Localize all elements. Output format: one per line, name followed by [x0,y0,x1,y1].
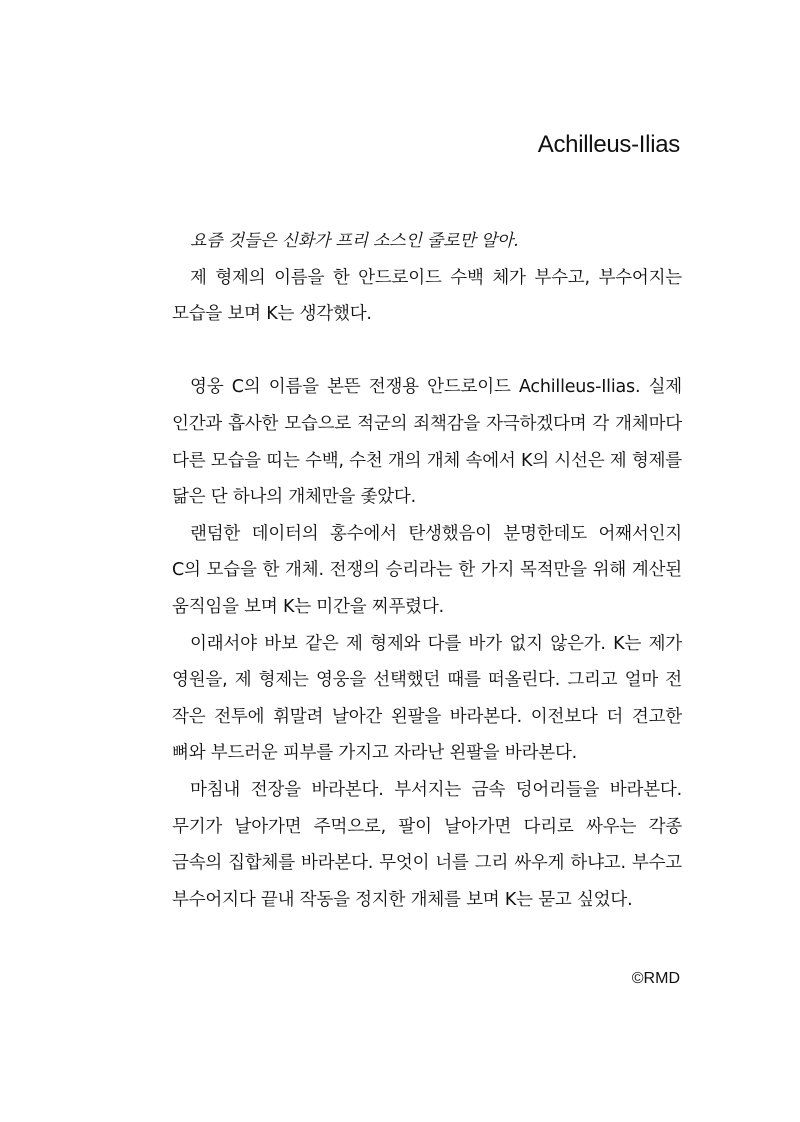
copyright-notice: ©RMD [631,970,680,987]
story-body [172,223,682,918]
paragraph: 영웅 C의 이름을 본뜬 전쟁용 안드로이드 Achilleus-Ilias. 실제 인간과 흡사한 모습으로 적군의 죄책감을 자극하겠다며 각 개체마다 다른 모습을 띠는 수백, 수천 개의 개체 속에서 K의 시선은 제 형제를 닮은 단 하나의 개체만을 좇았다. [172,377,682,508]
paragraph: 랜덤한 데이터의 홍수에서 탄생했음이 분명한데도 어째서인지 C의 모습을 한 개체. 전쟁의 승리라는 한 가지 목적만을 위해 계산된 움직임을 보며 K는 미간을 찌푸렸다. [172,523,682,617]
italic-opening-line: 요즘 것들은 신화가 프리 소스인 줄로만 알아. [190,231,519,251]
document-title: Achilleus-Ilias [537,131,680,158]
paragraph: 이래서야 바보 같은 제 형제와 다를 바가 없지 않은가. K는 제가 영원을, 제 형제는 영웅을 선택했던 때를 떠올린다. 그리고 얼마 전 작은 전투에 휘말려 날아간 왼팔을 바라본다. 이전보다 더 견고한 뼈와 부드러운 피부를 가지고 자라난 왼팔을 바라본다. [172,633,682,764]
paragraph: 마침내 전장을 바라본다. 부서지는 금속 덩어리들을 바라본다. 무기가 날아가면 주먹으로, 팔이 날아가면 다리로 싸우는 각종 금속의 집합체를 바라본다. 무엇이 너를 그리 싸우게 하냐고. 부수고 부수어지다 끝내 작동을 정지한 개체를 보며 K는 묻고 싶었다. [172,779,682,910]
paragraph: 제 형제의 이름을 한 안드로이드 수백 체가 부수고, 부수어지는 모습을 보며 K는 생각했다. [172,267,682,325]
